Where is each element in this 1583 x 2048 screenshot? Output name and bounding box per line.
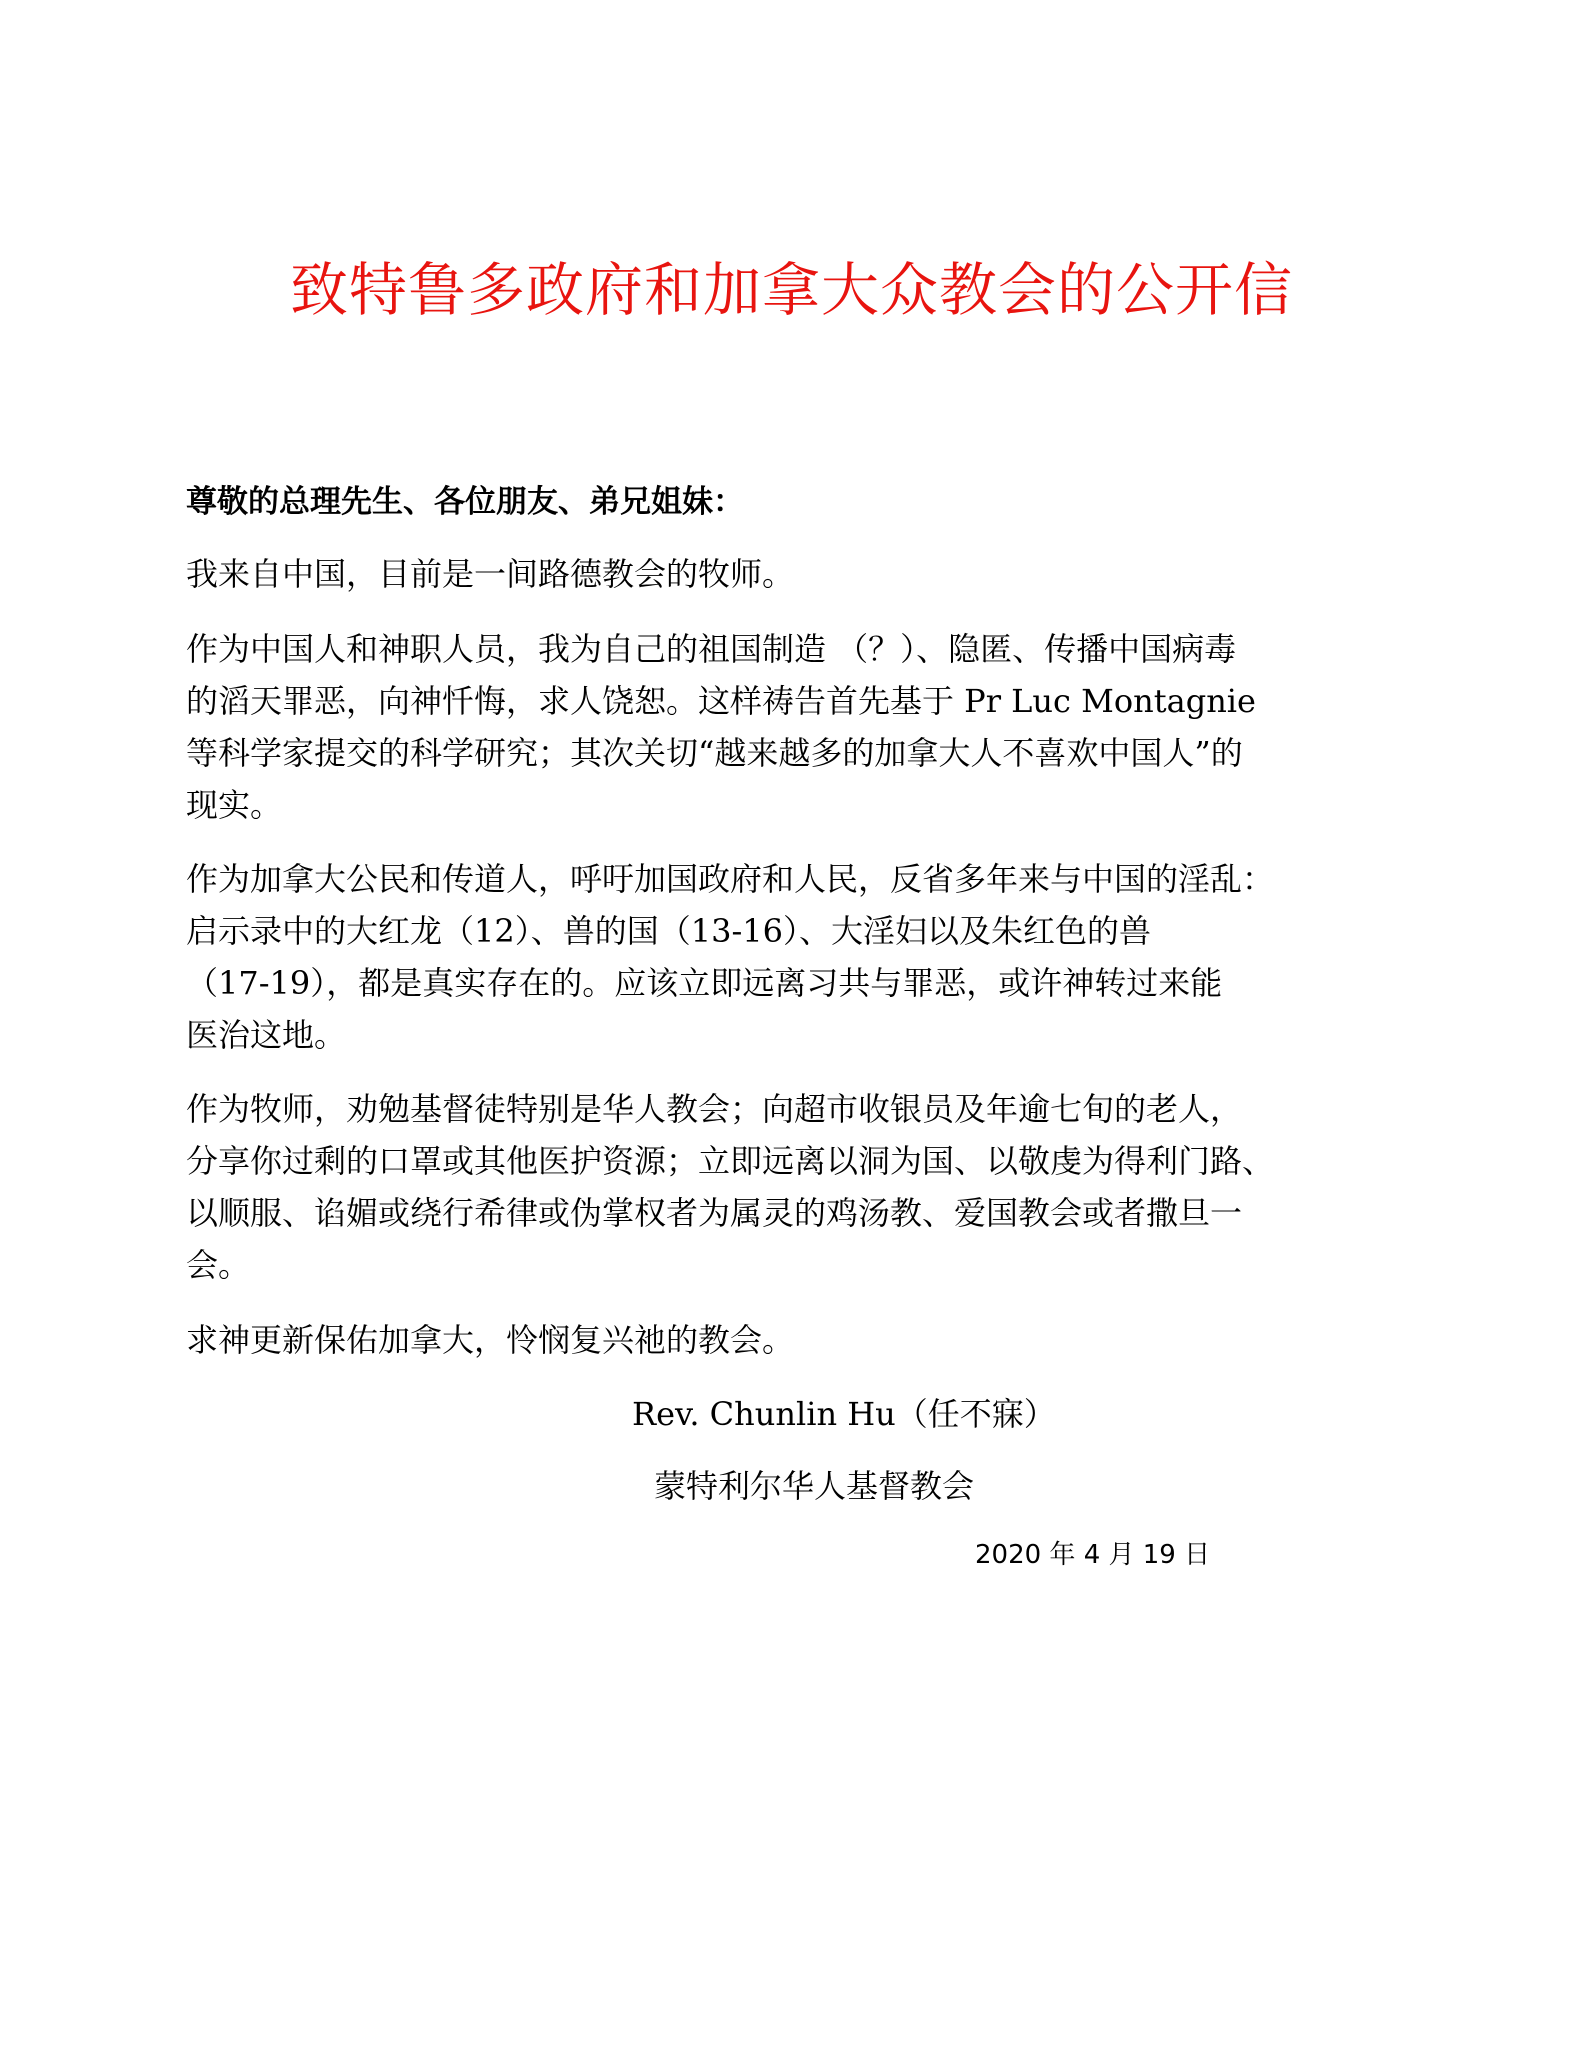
paragraph-line: 医治这地。 bbox=[186, 1016, 347, 1054]
paragraph-line: 作为中国人和神职人员，我为自己的祖国制造 （？）、隐匿、传播中国病毒 bbox=[186, 630, 1237, 668]
paragraph-appeal bbox=[186, 853, 1416, 1061]
paragraph-line: （17-19），都是真实存在的。应该立即远离习共与罪恶，或许神转过来能 bbox=[186, 964, 1223, 1002]
signature-organization: 蒙特利尔华人基督教会 bbox=[654, 1467, 975, 1505]
paragraph-line: 等科学家提交的科学研究；其次关切“越来越多的加拿大人不喜欢中国人”的 bbox=[186, 734, 1243, 772]
paragraph-repentance bbox=[186, 623, 1416, 831]
signature-name: Rev. Chunlin Hu（任不寐） bbox=[632, 1395, 1056, 1433]
paragraph-line: 的滔天罪恶，向神忏悔，求人饶恕。这样祷告首先基于 Pr Luc Montagnie bbox=[186, 682, 1256, 720]
paragraph-line: 作为加拿大公民和传道人，呼吁加国政府和人民，反省多年来与中国的淫乱： bbox=[186, 860, 1275, 898]
letter-title: 致特鲁多政府和加拿大众教会的公开信 bbox=[289, 256, 1293, 324]
salutation: 尊敬的总理先生、各位朋友、弟兄姐妹： bbox=[186, 484, 744, 520]
paragraph-line: 我来自中国，目前是一间路德教会的牧师。 bbox=[186, 555, 795, 593]
paragraph-line: 求神更新保佑加拿大，怜悯复兴祂的教会。 bbox=[186, 1321, 795, 1359]
paragraph-line: 启示录中的大红龙（12）、兽的国（13-16）、大淫妇以及朱红色的兽 bbox=[186, 912, 1151, 950]
paragraph-line: 会。 bbox=[186, 1246, 251, 1284]
signature-date: 2020 年 4 月 19 日 bbox=[975, 1540, 1211, 1570]
paragraph-line: 以顺服、谄媚或绕行希律或伪掌权者为属灵的鸡汤教、爱国教会或者撒旦一 bbox=[186, 1194, 1243, 1232]
paragraph-line: 现实。 bbox=[186, 786, 283, 824]
paragraph-exhortation bbox=[186, 1083, 1416, 1291]
paragraph-introduction bbox=[186, 548, 1416, 600]
paragraph-line: 作为牧师，劝勉基督徒特别是华人教会；向超市收银员及年逾七旬的老人， bbox=[186, 1090, 1243, 1128]
paragraph-prayer bbox=[186, 1314, 1416, 1366]
paragraph-line: 分享你过剩的口罩或其他医护资源；立即远离以洞为国、以敬虔为得利门路、 bbox=[186, 1142, 1275, 1180]
